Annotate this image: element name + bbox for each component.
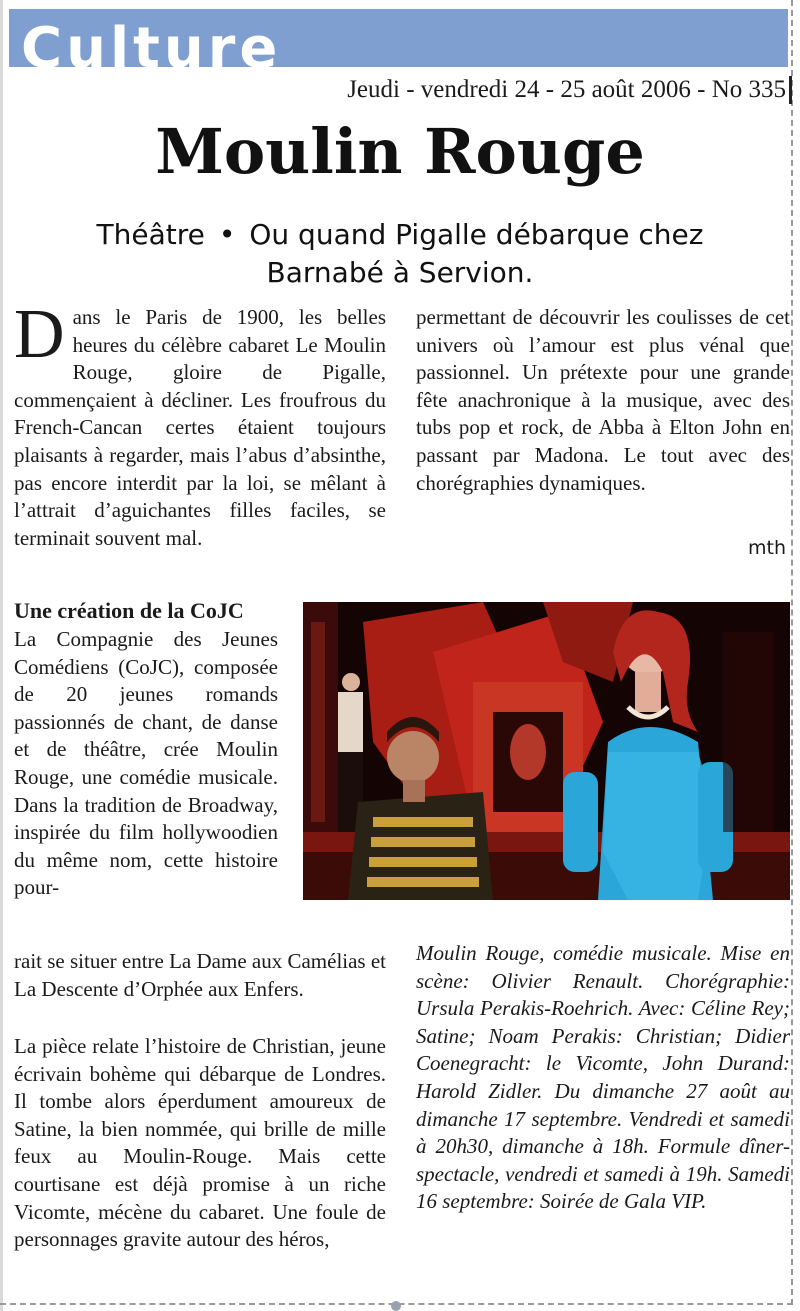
stage-photo-illustration bbox=[303, 602, 790, 900]
section-paragraph-2: La pièce relate l’histoire de Christian, jeune écrivain bohème qui débarque de Londres. Il tombe alors éperdument amoureux de Satine, la bien nommée, qui brille de mille feux au Moulin-Rouge. Mais cette courtisane est déjà promise à un riche Vicomte, mécène du cabaret. Une foule de personnages gravite autour des héros, bbox=[14, 1034, 386, 1252]
section-paragraph-narrow: La Compagnie des Jeunes Comédiens (CoJC), composée de 20 jeunes romands passionnés de chant, de danse et de théâtre, crée Moulin Rouge, une comédie musicale. Dans la tradition de Broadway, inspirée du film hollywoodien du même nom, cette histoire pour- bbox=[14, 627, 278, 900]
subhead-category: Théâtre bbox=[96, 218, 205, 251]
section-heading: Une création de la CoJC bbox=[14, 598, 244, 623]
dateline-bar bbox=[789, 76, 792, 104]
event-caption: Moulin Rouge, comédie musicale. Mise en scène: Olivier Renault. Chorégraphie: Ursula Perakis-Roehrich. Avec: Céline Rey; Satine; Noam Perakis: Christian; Didier Coenegracht: le Vicomte, John Durand: Harold Zidler. Du dimanche 27 août au dimanche 17 septembre. Vendredi et samedi à 20h30, dimanche à 18h. Formule dîner-spectacle, vendredi et samedi à 19h. Samedi 16 septembre: Soirée de Gala VIP. bbox=[416, 941, 790, 1214]
dateline: Jeudi - vendredi 24 - 25 août 2006 - No 335 bbox=[347, 76, 786, 103]
section-banner bbox=[9, 9, 788, 81]
section-title-culture: Culture bbox=[21, 16, 282, 81]
article-right-column: permettant de découvrir les coulisses de cet univers où l’amour est plus vénal que passionnel. Un prétexte pour une grande fête anachronique à la musique, avec des tubs pop et rock, de Abba à Elton John en passant par Madona. Le tout avec des chorégraphies dynamiques. bbox=[416, 305, 790, 495]
subhead-bullet: • bbox=[218, 218, 236, 251]
page-scroll-handle[interactable] bbox=[391, 1301, 401, 1311]
dropcap: D bbox=[14, 296, 65, 373]
intro-text: ans le Paris de 1900, les belles heures du célèbre cabaret Le Moulin Rouge, gloire de Pigalle, commençaient à décliner. Les froufrous du French-Cancan certes étaient toujours plaisants à regarder, mais l’abus d’absinthe, pas encore interdit par la loi, se mêlant à l’attrait d’aguichantes filles faciles, se terminait souvent mal. bbox=[14, 305, 386, 550]
stage-photo bbox=[303, 602, 790, 900]
subhead-text: Ou quand Pigalle débarque chez Barnabé à Servion. bbox=[249, 218, 704, 289]
article-headline: Moulin Rouge bbox=[155, 115, 645, 188]
author-signature: mth bbox=[748, 537, 786, 559]
article-subhead bbox=[40, 216, 760, 292]
article-intro bbox=[14, 296, 386, 552]
section-paragraph-wide: rait se situer entre La Dame aux Camélias et La Descente d’Orphée aux Enfers. bbox=[14, 949, 387, 1001]
